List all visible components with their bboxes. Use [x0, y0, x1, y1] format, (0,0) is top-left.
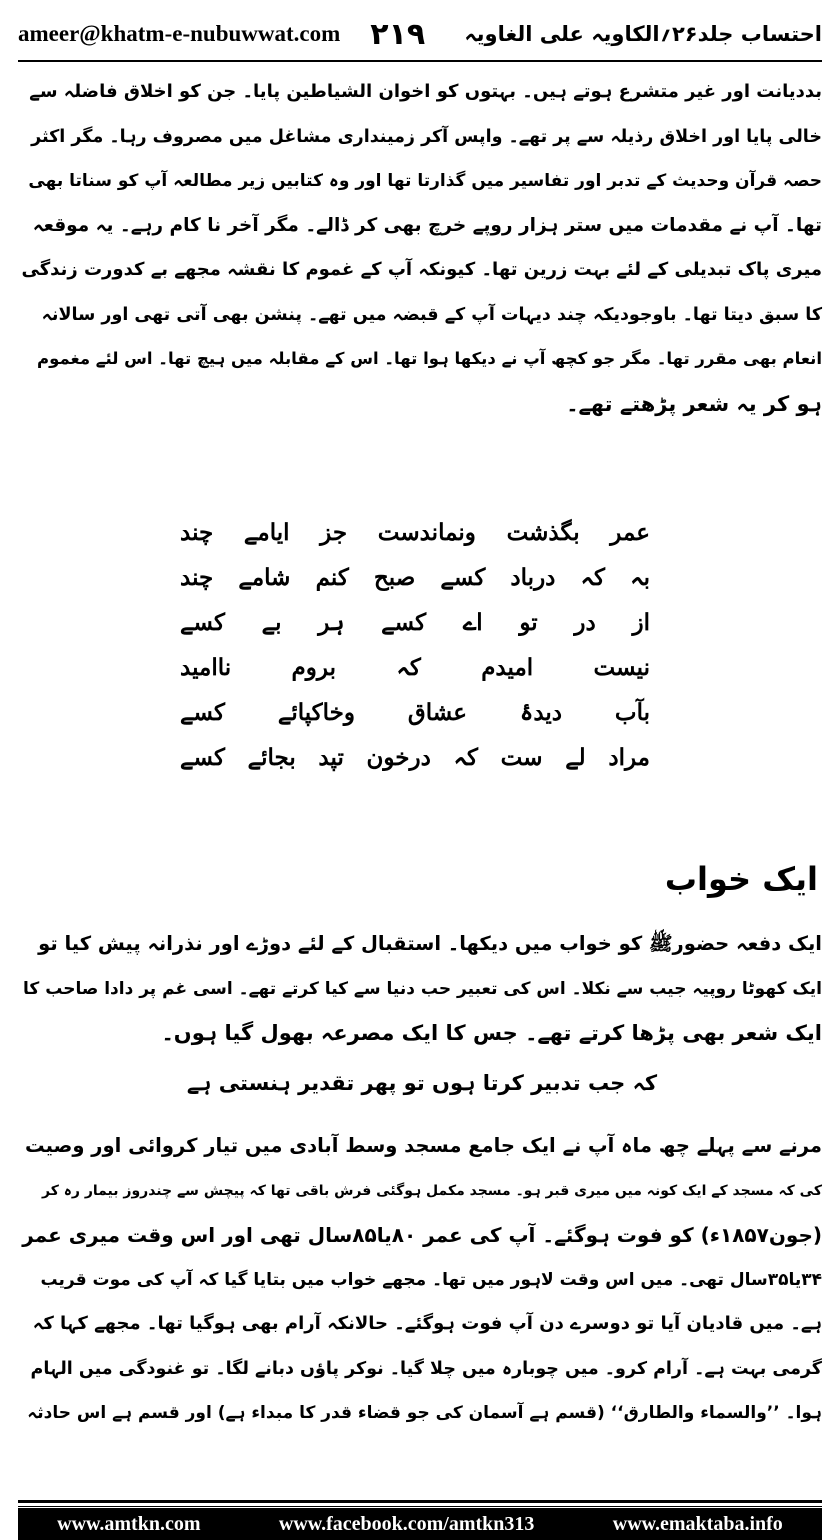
- footer-link-amtkn[interactable]: www.amtkn.com: [57, 1512, 201, 1535]
- text-line: مرنے سے پہلے چھ ماہ آپ نے ایک جامع مسجد وسط آبادی میں تیار کروائی اور وصیت: [24, 1134, 822, 1157]
- footer-rule-thin: [18, 1506, 822, 1507]
- text-line: ایک کھوٹا روپیہ جیب سے نکلا۔ اس کی تعبیر حب دنیا سے کیا کرتے تھے۔ اسی غم پر دادا صاحب کا: [23, 978, 822, 999]
- header-email[interactable]: ameer@khatm-e-nubuwwat.com: [18, 21, 341, 46]
- verse-line: بآب دیدۂ عشاق وخاکپائے کسے: [180, 699, 650, 726]
- paragraph-2: [22, 922, 822, 1056]
- verse-line: مراد لے ست کہ درخون تپد بجائے کسے: [180, 744, 650, 771]
- persian-poem: [180, 510, 650, 780]
- book-title: احتساب جلد۲۶؍الکاویہ علی الغاویہ: [464, 22, 822, 46]
- text-line: ہوا۔ ’’والسماء والطارق‘‘ (قسم ہے آسمان کی جو قضاء قدر کا مبداء ہے) اور قسم ہے اس حادثہ: [27, 1403, 822, 1423]
- text-line: خالی پایا اور اخلاق رذیلہ سے پر تھے۔ واپس آکر زمینداری مشاغل میں مصروف رہا۔ مگر اکثر: [31, 126, 822, 147]
- text-line: کا سبق دیتا تھا۔ باوجودیکہ چند دیہات آپ کے قبضہ میں تھے۔ پنشن بھی آتی تھی اور سالانہ: [41, 304, 822, 325]
- paragraph-3: [22, 1124, 822, 1436]
- text-line: حصہ قرآن وحدیث کے تدبر اور تفاسیر میں گذارتا تھا اور وہ کتابیں زیر مطالعہ آپ کو سناتا بھی: [28, 171, 822, 191]
- header-left: [18, 17, 425, 52]
- text-line: گرمی بہت ہے۔ آرام کرو۔ میں چوبارہ میں چلا گیا۔ نوکر پاؤں دبانے لگا۔ تو غنودگی میں الہام: [30, 1358, 822, 1379]
- paragraph-1: [22, 70, 822, 426]
- page-footer: [18, 1508, 822, 1540]
- text-line: کی کہ مسجد کے ایک کونہ میں میری قبر ہو۔ مسجد مکمل ہوگئی فرش باقی تھا کہ پیچش سے چندروز بیمار رہ کر: [41, 1182, 822, 1199]
- verse-line: از در تو اے کسے ہر بے کسے: [180, 609, 650, 636]
- text-line: ہو کر یہ شعر پڑھتے تھے۔: [566, 391, 822, 416]
- text-line: ایک دفعہ حضورﷺ کو خواب میں دیکھا۔ استقبال کے لئے دوڑے اور نذرانہ پیش کیا تو: [38, 932, 822, 955]
- text-line: ۳۴یا۳۵سال تھی۔ میں اس وقت لاہور میں تھا۔ مجھے خواب میں بتایا گیا کہ آپ کی موت قریب: [40, 1269, 822, 1290]
- urdu-couplet: کہ جب تدبیر کرتا ہوں تو پھر تقدیر ہنستی ہے: [186, 1071, 658, 1095]
- footer-rule-thick: [18, 1500, 822, 1503]
- page-number: ۲۱۹: [370, 16, 426, 52]
- text-line: ایک شعر بھی پڑھا کرتے تھے۔ جس کا ایک مصرعہ بھول گیا ہوں۔: [161, 1021, 822, 1045]
- verse-line: نیست امیدم کہ بروم ناامید: [180, 654, 650, 681]
- footer-link-emaktaba[interactable]: www.emaktaba.info: [612, 1512, 783, 1535]
- verse-line: بہ کہ درباد کسے صبح کنم شامے چند: [180, 564, 650, 591]
- footer-link-facebook[interactable]: www.facebook.com/amtkn313: [278, 1512, 535, 1535]
- header-rule: [18, 60, 822, 62]
- text-line: انعام بھی مقرر تھا۔ مگر جو کچھ آپ نے دیکھا ہوا تھا۔ اس کے مقابلہ میں ہیچ تھا۔ اس لئے مغموم: [37, 349, 822, 368]
- text-line: تھا۔ آپ نے مقدمات میں ستر ہزار روپے خرچ بھی کر ڈالے۔ مگر آخر نا کام رہے۔ یہ موقعہ: [32, 214, 822, 236]
- section-heading: ایک خواب: [664, 860, 818, 898]
- text-line: میری پاک تبدیلی کے لئے بہت زرین تھا۔ کیونکہ آپ کے غموم کا نقشہ مجھے بے کدورت زندگی: [21, 259, 822, 280]
- text-line: ہے۔ میں قادیان آیا تو دوسرے دن آپ فوت ہوگئے۔ حالانکہ آرام بھی ہوگیا تھا۔ مجھے کہا کہ: [32, 1313, 822, 1334]
- text-line: (جون۱۸۵۷ء) کو فوت ہوگئے۔ آپ کی عمر ۸۰یا۸۵سال تھی اور اس وقت میری عمر: [22, 1223, 822, 1247]
- verse-line: عمر بگذشت ونماندست جز ایامے چند: [180, 519, 650, 546]
- page-header: [18, 8, 822, 60]
- text-line: بددیانت اور غیر متشرع ہوتے ہیں۔ بہتوں کو اخوان الشیاطین پایا۔ جن کو اخلاق فاضلہ سے: [29, 81, 822, 102]
